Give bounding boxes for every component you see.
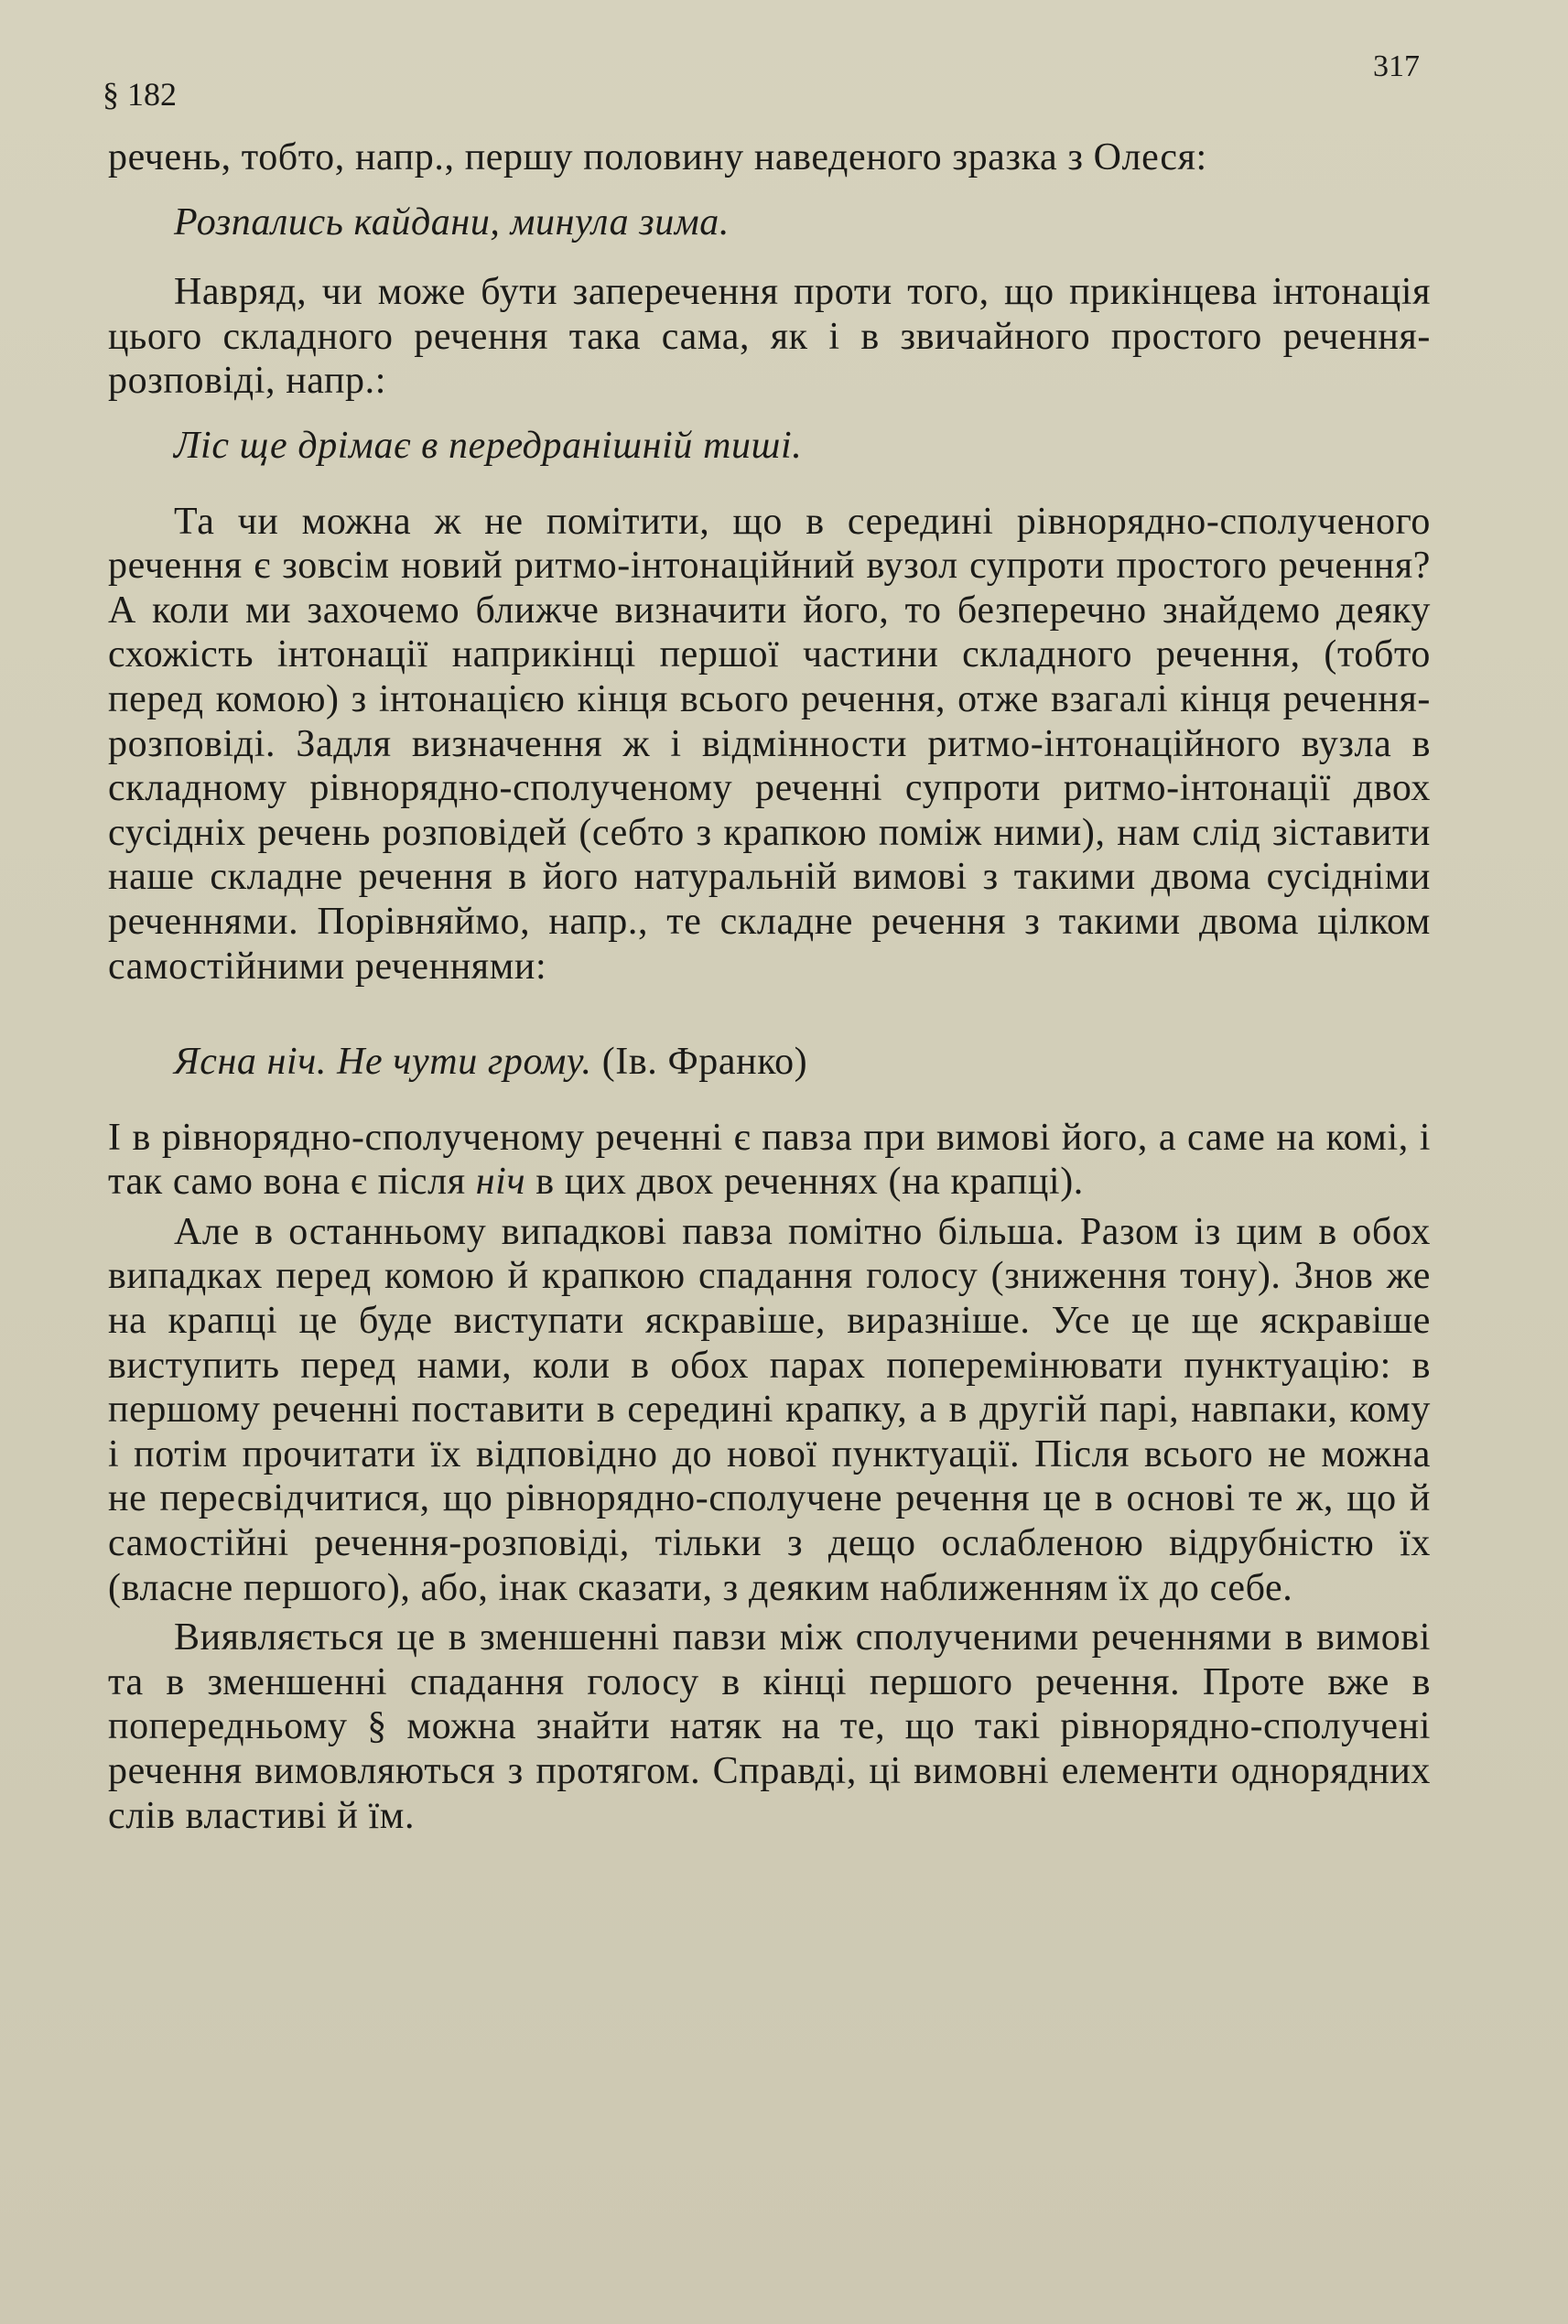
paragraph-4-start: І в рівнорядно-сполученому реченні є павза при вимові його, а саме на комі, і так само вона є після (108, 1116, 1431, 1204)
paragraph-4 (108, 1116, 1431, 1205)
paragraph-2: Навряд, чи може бути заперечення проти того, що прикінцева інтонація цього складного речення така сама, як і в звичайного простого речення-розповіді, напр.: (108, 271, 1431, 403)
paragraph-4-end: в цих двох реченнях (на крапці). (525, 1161, 1084, 1204)
page-header (0, 48, 1568, 121)
paragraph-3: Та чи можна ж не помітити, що в середині рівнорядно-сполученого речення є зовсім новий ритмо-інтонаційний вузол супроти простого речення? А коли ми захочемо ближче визначити його, то безперечно знайдемо деяку схожість інтонації наприкінці першої частини складного речення, (тобто перед комою) з інтонацією кінця всього речення, отже взагалі кінця речення-розповіді. Задля визначення ж і відмінности ритмо-інтонаційного вузла в складному рівнорядно-сполученому реченні супроти ритмо-інтонації двох сусідніх речень розповідей (себто з крапкою поміж ними), нам слід зіставити наше складне речення в його натуральній вимові з такими двома сусідніми реченнями. Порівняймо, напр., те складне речення з такими двома цілком самостійними реченнями: (108, 500, 1431, 988)
section-number: § 182 (103, 76, 177, 113)
page-body (108, 135, 1431, 1838)
paragraph-4-emphasis: ніч (475, 1161, 526, 1204)
example-quote-2: Ліс ще дрімає в передранішній тиші. (174, 424, 803, 467)
page-number: 317 (1373, 49, 1420, 83)
example-quote-3 (108, 1040, 1431, 1085)
example-quote-1: Розпались кайдани, минула зима. (174, 200, 730, 243)
paragraph-continuation: речень, тобто, напр., першу половину наведеного зразка з Олеся: (108, 136, 1207, 178)
paragraph-5: Але в останньому випадкові павза помітно більша. Разом із цим в обох випадках перед комою й крапкою спадання голосу (зниження тону). Знов же на крапці це буде виступати яскравіше, виразніше. Усе це ще яскравіше виступить перед нами, коли в обох парах поперемінювати пунктуацію: в першому реченні поставити в середині крапку, а в другій парі, навпаки, кому і потім прочитати їх відповідно до нової пунктуації. Після всього не можна не пересвідчитися, що рівнорядно-сполучене речення це в основі те ж, що й самостійні речення-розповіді, тільки з дещо ослабленою відрубністю їх (власне першого), або, інак сказати, з деяким наближенням їх до себе. (108, 1210, 1431, 1609)
example-quote-3-source: (Ів. Франко) (601, 1041, 808, 1084)
paragraph-6: Виявляється це в зменшенні павзи між сполученими реченнями в вимові та в зменшенні спадання голосу в кінці першого речення. Проте вже в попередньому § можна знайти натяк на те, що такі рівнорядно-сполучені речення вимовляються з протягом. Справді, ці вимовні елементи однорядних слів властиві й їм. (108, 1616, 1431, 1837)
example-quote-3-text: Ясна ніч. Не чути грому. (174, 1041, 592, 1084)
